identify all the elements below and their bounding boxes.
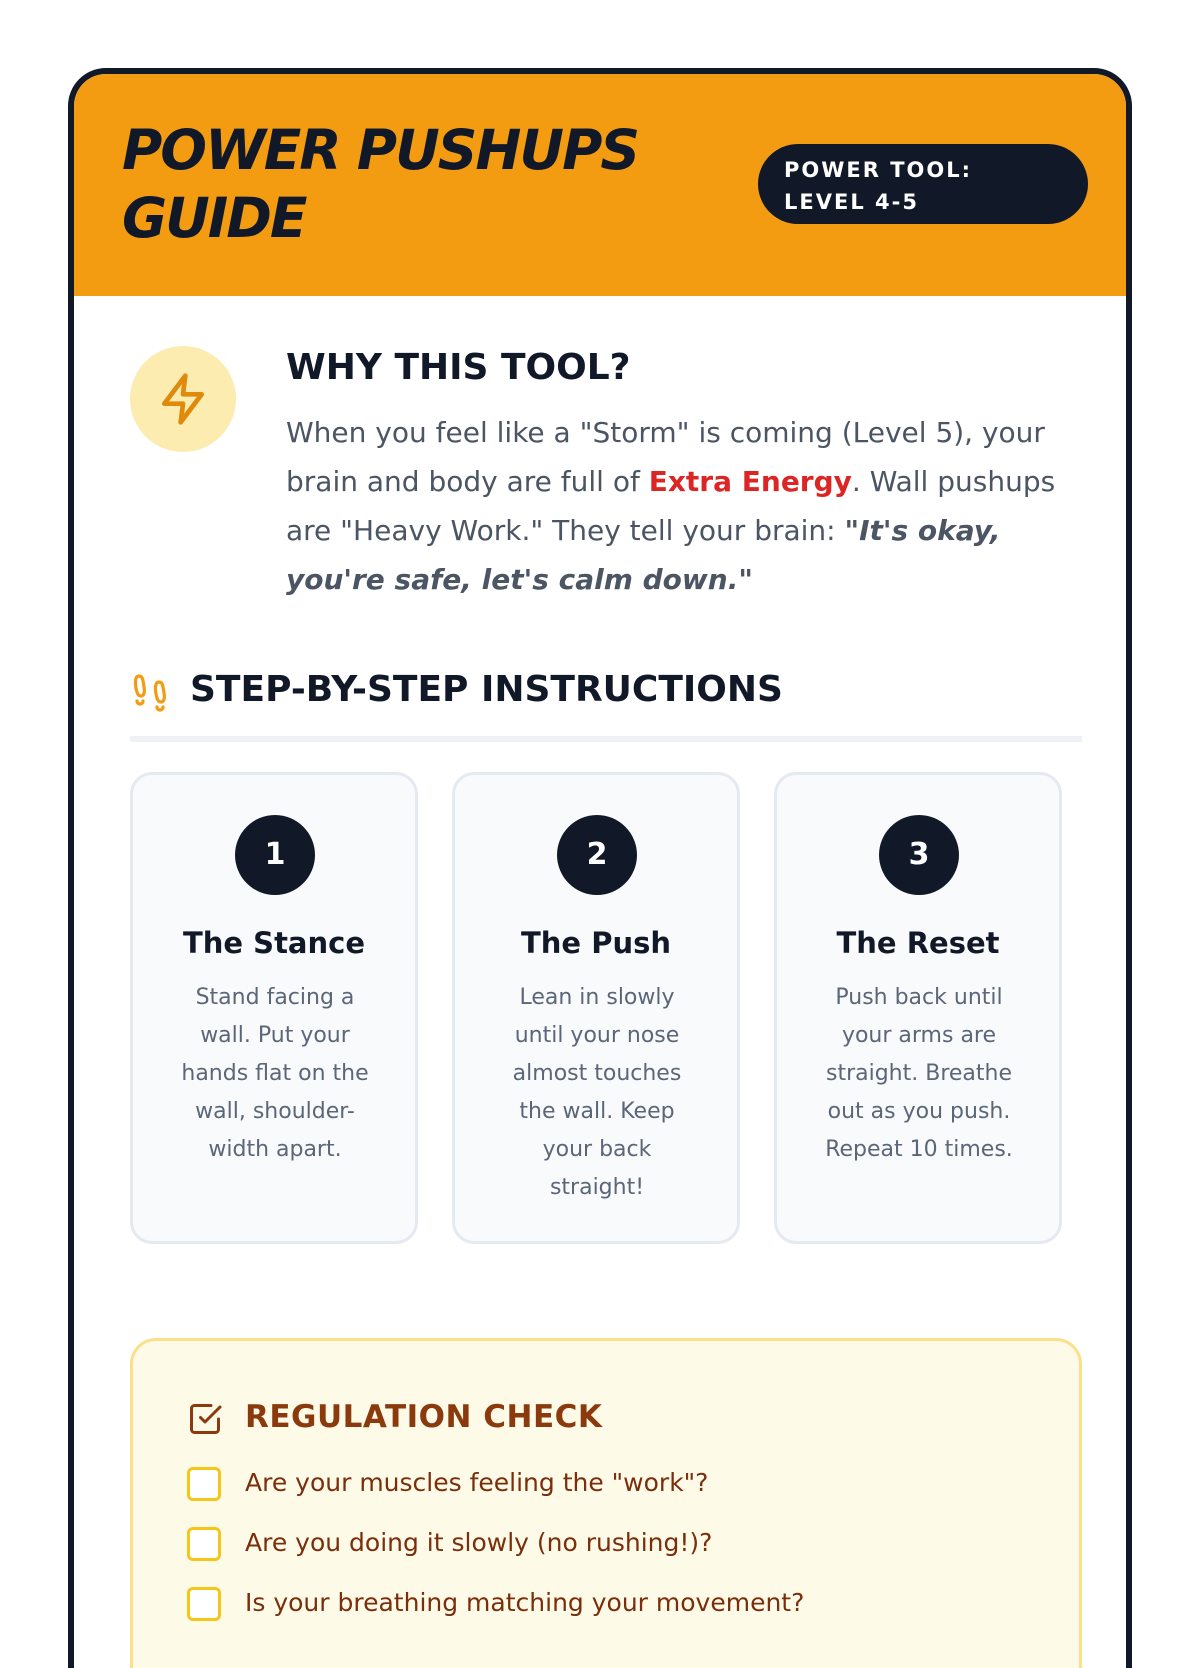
steps-heading: STEP-BY-STEP INSTRUCTIONS — [190, 669, 783, 710]
why-text-after: . Wall pushups are "Heavy Work." They tell your brain: — [286, 465, 1056, 547]
step-description: Push back until your arms are straight. Breathe out as you push. Repeat 10 times. — [825, 985, 1013, 1162]
check-item-label: Are your muscles feeling the "work"? — [245, 1468, 709, 1497]
footprints-icon — [132, 670, 172, 714]
step-number-badge: 2 — [557, 815, 637, 895]
regulation-check-panel — [130, 1338, 1082, 1668]
regulation-heading: REGULATION CHECK — [245, 1399, 603, 1435]
step-description: Lean in slowly until your nose almost touches the wall. Keep your back straight! — [512, 985, 682, 1200]
steps-section-header — [130, 670, 1082, 742]
checkbox[interactable] — [187, 1467, 221, 1501]
extra-energy-highlight: Extra Energy — [648, 465, 852, 498]
checkbox[interactable] — [187, 1527, 221, 1561]
check-item-label: Is your breathing matching your movement? — [245, 1588, 805, 1617]
checkbox[interactable] — [187, 1587, 221, 1621]
check-item-label: Are you doing it slowly (no rushing!)? — [245, 1528, 713, 1557]
step-description: Stand facing a wall. Put your hands flat on the wall, shoulder-width apart. — [181, 985, 369, 1162]
calm-quote: "It's okay, you're safe, let's calm down." — [286, 514, 1001, 596]
step-title: The Reset — [836, 926, 1000, 960]
checkbox-icon — [187, 1401, 223, 1437]
lightning-bolt-icon — [130, 346, 236, 452]
page-title: POWER PUSHUPS GUIDE — [122, 118, 638, 250]
step-title: The Push — [521, 926, 671, 960]
step-card-1 — [130, 772, 418, 1244]
level-badge: POWER TOOL: LEVEL 4-5 — [758, 144, 1088, 224]
step-card-3 — [774, 772, 1062, 1244]
why-text-before: When you feel like a "Storm" is coming (Level 5), your brain and body are full of — [286, 416, 1045, 498]
step-card-2 — [452, 772, 740, 1244]
why-heading: WHY THIS TOOL? — [286, 347, 631, 388]
step-number-badge: 1 — [235, 815, 315, 895]
guide-card — [68, 68, 1132, 1668]
why-description — [286, 408, 1066, 604]
header-banner — [74, 74, 1126, 296]
step-number-badge: 3 — [879, 815, 959, 895]
step-title: The Stance — [182, 926, 365, 960]
